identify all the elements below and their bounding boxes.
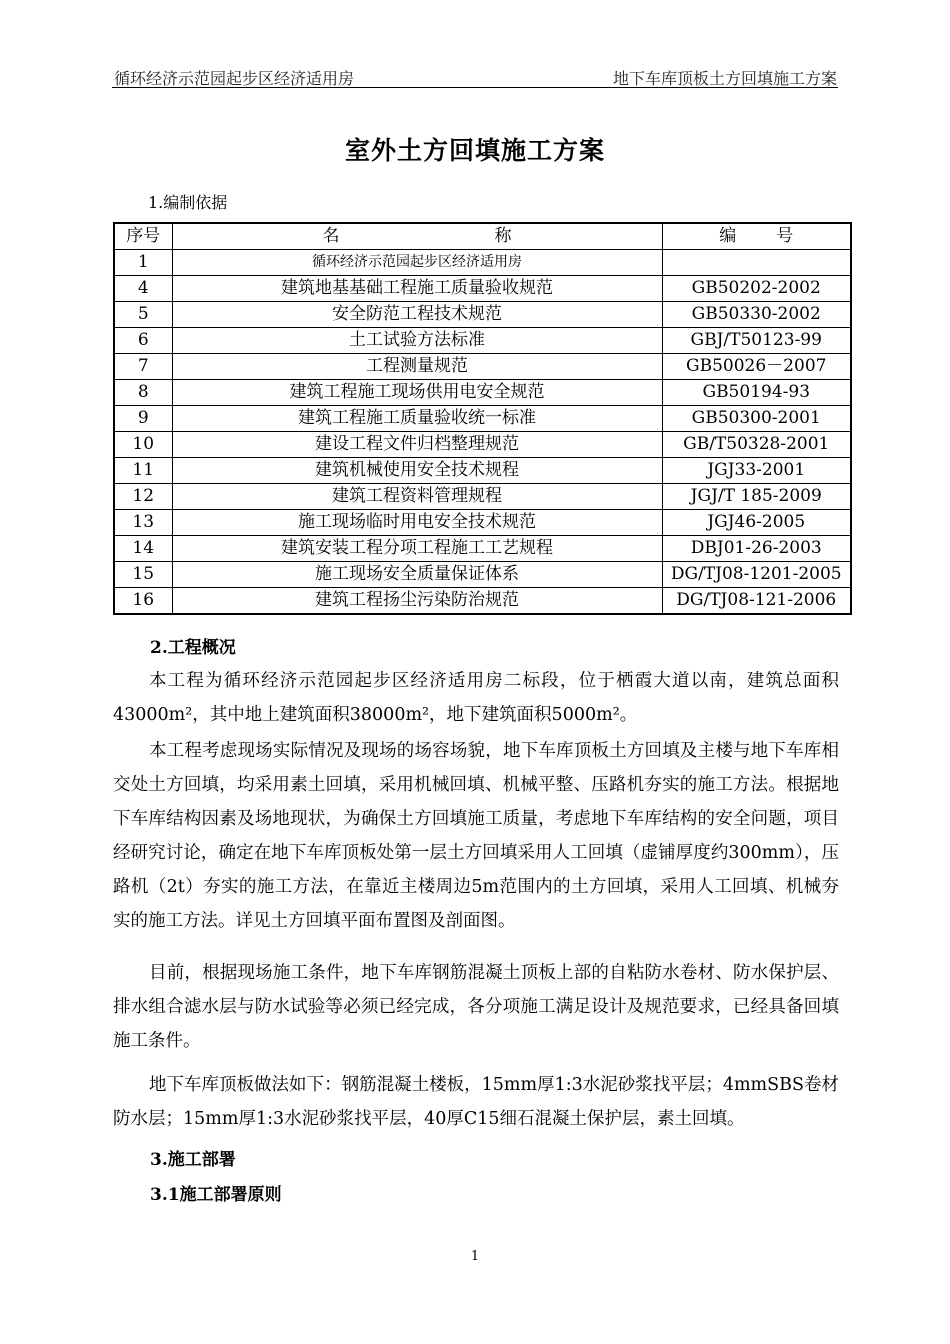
table-row	[114, 302, 851, 328]
cell-no: 14	[114, 536, 172, 562]
cell-code: GB50026－2007	[662, 354, 851, 380]
cell-no: 4	[114, 276, 172, 302]
cell-name: 施工现场安全质量保证体系	[172, 562, 662, 588]
cell-no: 9	[114, 406, 172, 432]
cell-name: 建设工程文件归档整理规范	[172, 432, 662, 458]
cell-code: JGJ33-2001	[662, 458, 851, 484]
cell-no: 12	[114, 484, 172, 510]
table-row	[114, 354, 851, 380]
table-row	[114, 432, 851, 458]
paragraph-method: 本工程考虑现场实际情况及现场的场容场貌，地下车库顶板土方回填及主楼与地下车库相交处土方回填，均采用素土回填，采用机械回填、机械平整、压路机夯实的施工方法。根据地下车库结构因素及场地现状，为确保土方回填施工质量，考虑地下车库结构的安全问题，项目经研究讨论，确定在地下车库顶板处第一层土方回填采用人工回填（虚铺厚度约300mm），压路机（2t）夯实的施工方法，在靠近主楼周边5m范围内的土方回填，采用人工回填、机械夯实的施工方法。详见土方回填平面布置图及剖面图。	[113, 741, 839, 931]
header-rule	[112, 87, 838, 88]
header-name-b: 称	[494, 226, 512, 246]
cell-name: 土工试验方法标准	[172, 328, 662, 354]
cell-code: GB50330-2002	[662, 302, 851, 328]
cell-name: 建筑工程扬尘污染防治规范	[172, 588, 662, 615]
table-row	[114, 380, 851, 406]
cell-no: 5	[114, 302, 172, 328]
document-title: 室外土方回填施工方案	[344, 136, 605, 165]
table-row	[114, 536, 851, 562]
cell-code: DG/TJ08-121-2006	[662, 588, 851, 615]
table-row	[114, 484, 851, 510]
table-row	[114, 588, 851, 615]
header-code-a: 编	[719, 226, 737, 246]
cell-code: JGJ/T 185-2009	[662, 484, 851, 510]
section-3-heading: 3.施工部署	[150, 1150, 236, 1170]
header-project-name: 循环经济示范园起步区经济适用房	[114, 69, 355, 88]
cell-code: GB/T50328-2001	[662, 432, 851, 458]
cell-code: DG/TJ08-1201-2005	[662, 562, 851, 588]
table-row	[114, 250, 851, 276]
cell-code: JGJ46-2005	[662, 510, 851, 536]
cell-no: 13	[114, 510, 172, 536]
table-row	[114, 510, 851, 536]
table-row	[114, 276, 851, 302]
cell-no: 6	[114, 328, 172, 354]
cell-code: GB50300-2001	[662, 406, 851, 432]
table-row	[114, 562, 851, 588]
cell-no: 15	[114, 562, 172, 588]
cell-no: 7	[114, 354, 172, 380]
header-name-a: 名	[322, 226, 340, 246]
cell-name: 工程测量规范	[172, 354, 662, 380]
standards-table	[113, 222, 852, 615]
table-row	[114, 328, 851, 354]
page-number: 1	[470, 1249, 480, 1264]
cell-name: 建筑工程施工质量验收统一标准	[172, 406, 662, 432]
paragraph-conditions: 目前，根据现场施工条件，地下车库钢筋混凝土顶板上部的自粘防水卷材、防水保护层、排水组合滤水层与防水试验等必须已经完成，各分项施工满足设计及规范要求，已经具备回填施工条件。	[113, 963, 839, 1051]
header-code	[662, 223, 851, 250]
header-name	[172, 223, 662, 250]
cell-name: 施工现场临时用电安全技术规范	[172, 510, 662, 536]
table-header-row	[114, 223, 851, 250]
cell-no: 10	[114, 432, 172, 458]
table-row	[114, 406, 851, 432]
cell-name: 安全防范工程技术规范	[172, 302, 662, 328]
cell-code: GB50202-2002	[662, 276, 851, 302]
table-row	[114, 458, 851, 484]
header-doc-name: 地下车库顶板土方回填施工方案	[612, 69, 837, 88]
cell-name: 建筑工程资料管理规程	[172, 484, 662, 510]
cell-name: 建筑安装工程分项工程施工工艺规程	[172, 536, 662, 562]
paragraph-overview: 本工程为循环经济示范园起步区经济适用房二标段，位于栖霞大道以南，建筑总面积43000m²，其中地上建筑面积38000m²，地下建筑面积5000m²。	[113, 671, 839, 725]
section-3-1-heading: 3.1施工部署原则	[150, 1185, 282, 1205]
cell-no: 1	[114, 250, 172, 276]
cell-code: GB50194-93	[662, 380, 851, 406]
cell-code: DBJ01-26-2003	[662, 536, 851, 562]
paragraph-roof-layers: 地下车库顶板做法如下：钢筋混凝土楼板，15mm厚1:3水泥砂浆找平层；4mmSBS卷材防水层；15mm厚1:3水泥砂浆找平层，40厚C15细石混凝土保护层，素土回填。	[113, 1075, 839, 1129]
cell-name: 建筑机械使用安全技术规程	[172, 458, 662, 484]
cell-name: 建筑工程施工现场供用电安全规范	[172, 380, 662, 406]
cell-no: 11	[114, 458, 172, 484]
header-code-b: 号	[776, 226, 794, 246]
cell-no: 8	[114, 380, 172, 406]
cell-code: GBJ/T50123-99	[662, 328, 851, 354]
cell-name: 建筑地基基础工程施工质量验收规范	[172, 276, 662, 302]
section-1-heading: 1.编制依据	[148, 193, 228, 212]
cell-code	[662, 250, 851, 276]
cell-name: 循环经济示范园起步区经济适用房	[172, 250, 662, 276]
cell-no: 16	[114, 588, 172, 615]
section-2-heading: 2.工程概况	[150, 638, 236, 658]
header-no: 序号	[114, 223, 172, 250]
